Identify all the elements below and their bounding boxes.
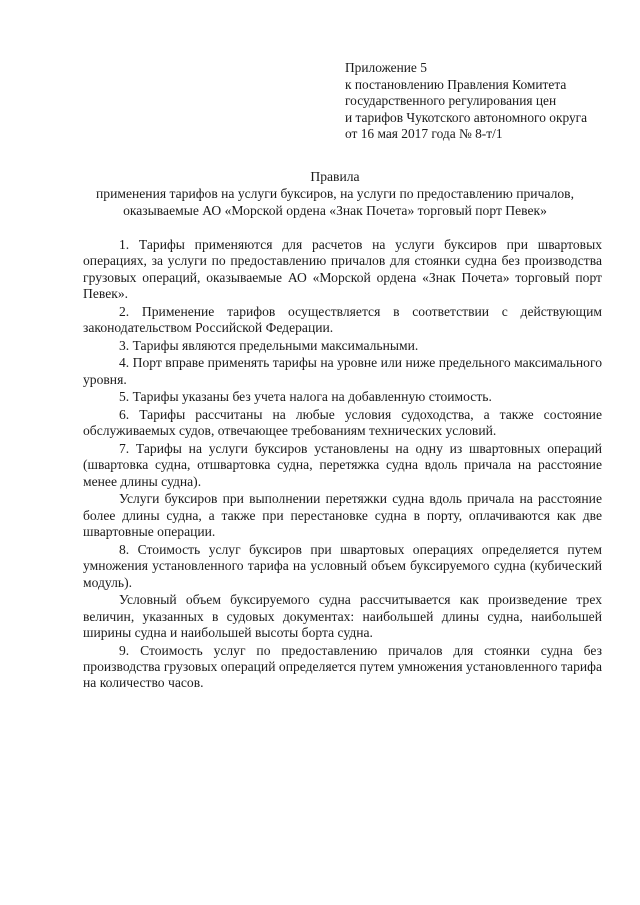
- document-title: Правила: [310, 169, 360, 184]
- paragraph: 2. Применение тарифов осуществляется в соответствии с действующим законодательством Российской Федерации.: [83, 303, 602, 336]
- paragraph: 7. Тарифы на услуги буксиров установлены на одну из швартовных операций (швартовка судна, отшвартовка судна, перетяжка судна вдоль причала на расстояние менее длины судна).: [83, 441, 602, 489]
- paragraph: 9. Стоимость услуг по предоставлению причалов для стоянки судна без производства грузовых операций определяется путем умножения установленного тарифа на количество часов.: [83, 642, 602, 691]
- paragraph: Услуги буксиров при выполнении перетяжки судна вдоль причала на расстояние более длины судна, а также при перестановке судна в порту, оплачиваются как две швартовные операции.: [83, 491, 602, 540]
- document-subtitle: применения тарифов на услуги буксиров, на услуги по предоставлению причалов,: [96, 186, 574, 201]
- appendix-reference-line: и тарифов Чукотского автономного округа: [345, 109, 588, 125]
- document-subtitle: оказываемые АО «Морской ордена «Знак Почета» торговый порт Певек»: [123, 203, 547, 218]
- paragraph: 4. Порт вправе применять тарифы на уровне или ниже предельного максимального уровня.: [83, 355, 602, 387]
- paragraph: 1. Тарифы применяются для расчетов на услуги буксиров при швартовых операциях, за услуги по предоставлению причалов для стоянки судна без производства грузовых операций, оказываемые АО «Морской ордена «Знак Почета» торговый порт Певек».: [83, 237, 602, 302]
- paragraph: 3. Тарифы являются предельными максимальными.: [119, 337, 419, 353]
- appendix-header: [345, 60, 630, 143]
- appendix-number: Приложение 5: [345, 60, 427, 75]
- document-title-block: [70, 168, 600, 219]
- appendix-reference-line: государственного регулирования цен: [345, 93, 557, 109]
- appendix-date: от 16 мая 2017 года № 8-т/1: [345, 126, 503, 142]
- document-body: [83, 237, 602, 693]
- paragraph: Условный объем буксируемого судна рассчитывается как произведение трех величин, указанных в судовых документах: наибольшей длины судна, наибольшей ширины судна и наибольшей высоты борта судна.: [83, 592, 602, 641]
- appendix-reference-line: к постановлению Правления Комитета: [345, 76, 567, 92]
- paragraph: 5. Тарифы указаны без учета налога на добавленную стоимость.: [119, 389, 492, 405]
- paragraph: 6. Тарифы рассчитаны на любые условия судоходства, а также состояние обслуживаемых судов, отвечающее требованиям технических условий.: [83, 407, 602, 439]
- paragraph: 8. Стоимость услуг буксиров при швартовых операциях определяется путем умножения установленного тарифа на условный объем буксируемого судна (кубический модуль).: [83, 541, 602, 590]
